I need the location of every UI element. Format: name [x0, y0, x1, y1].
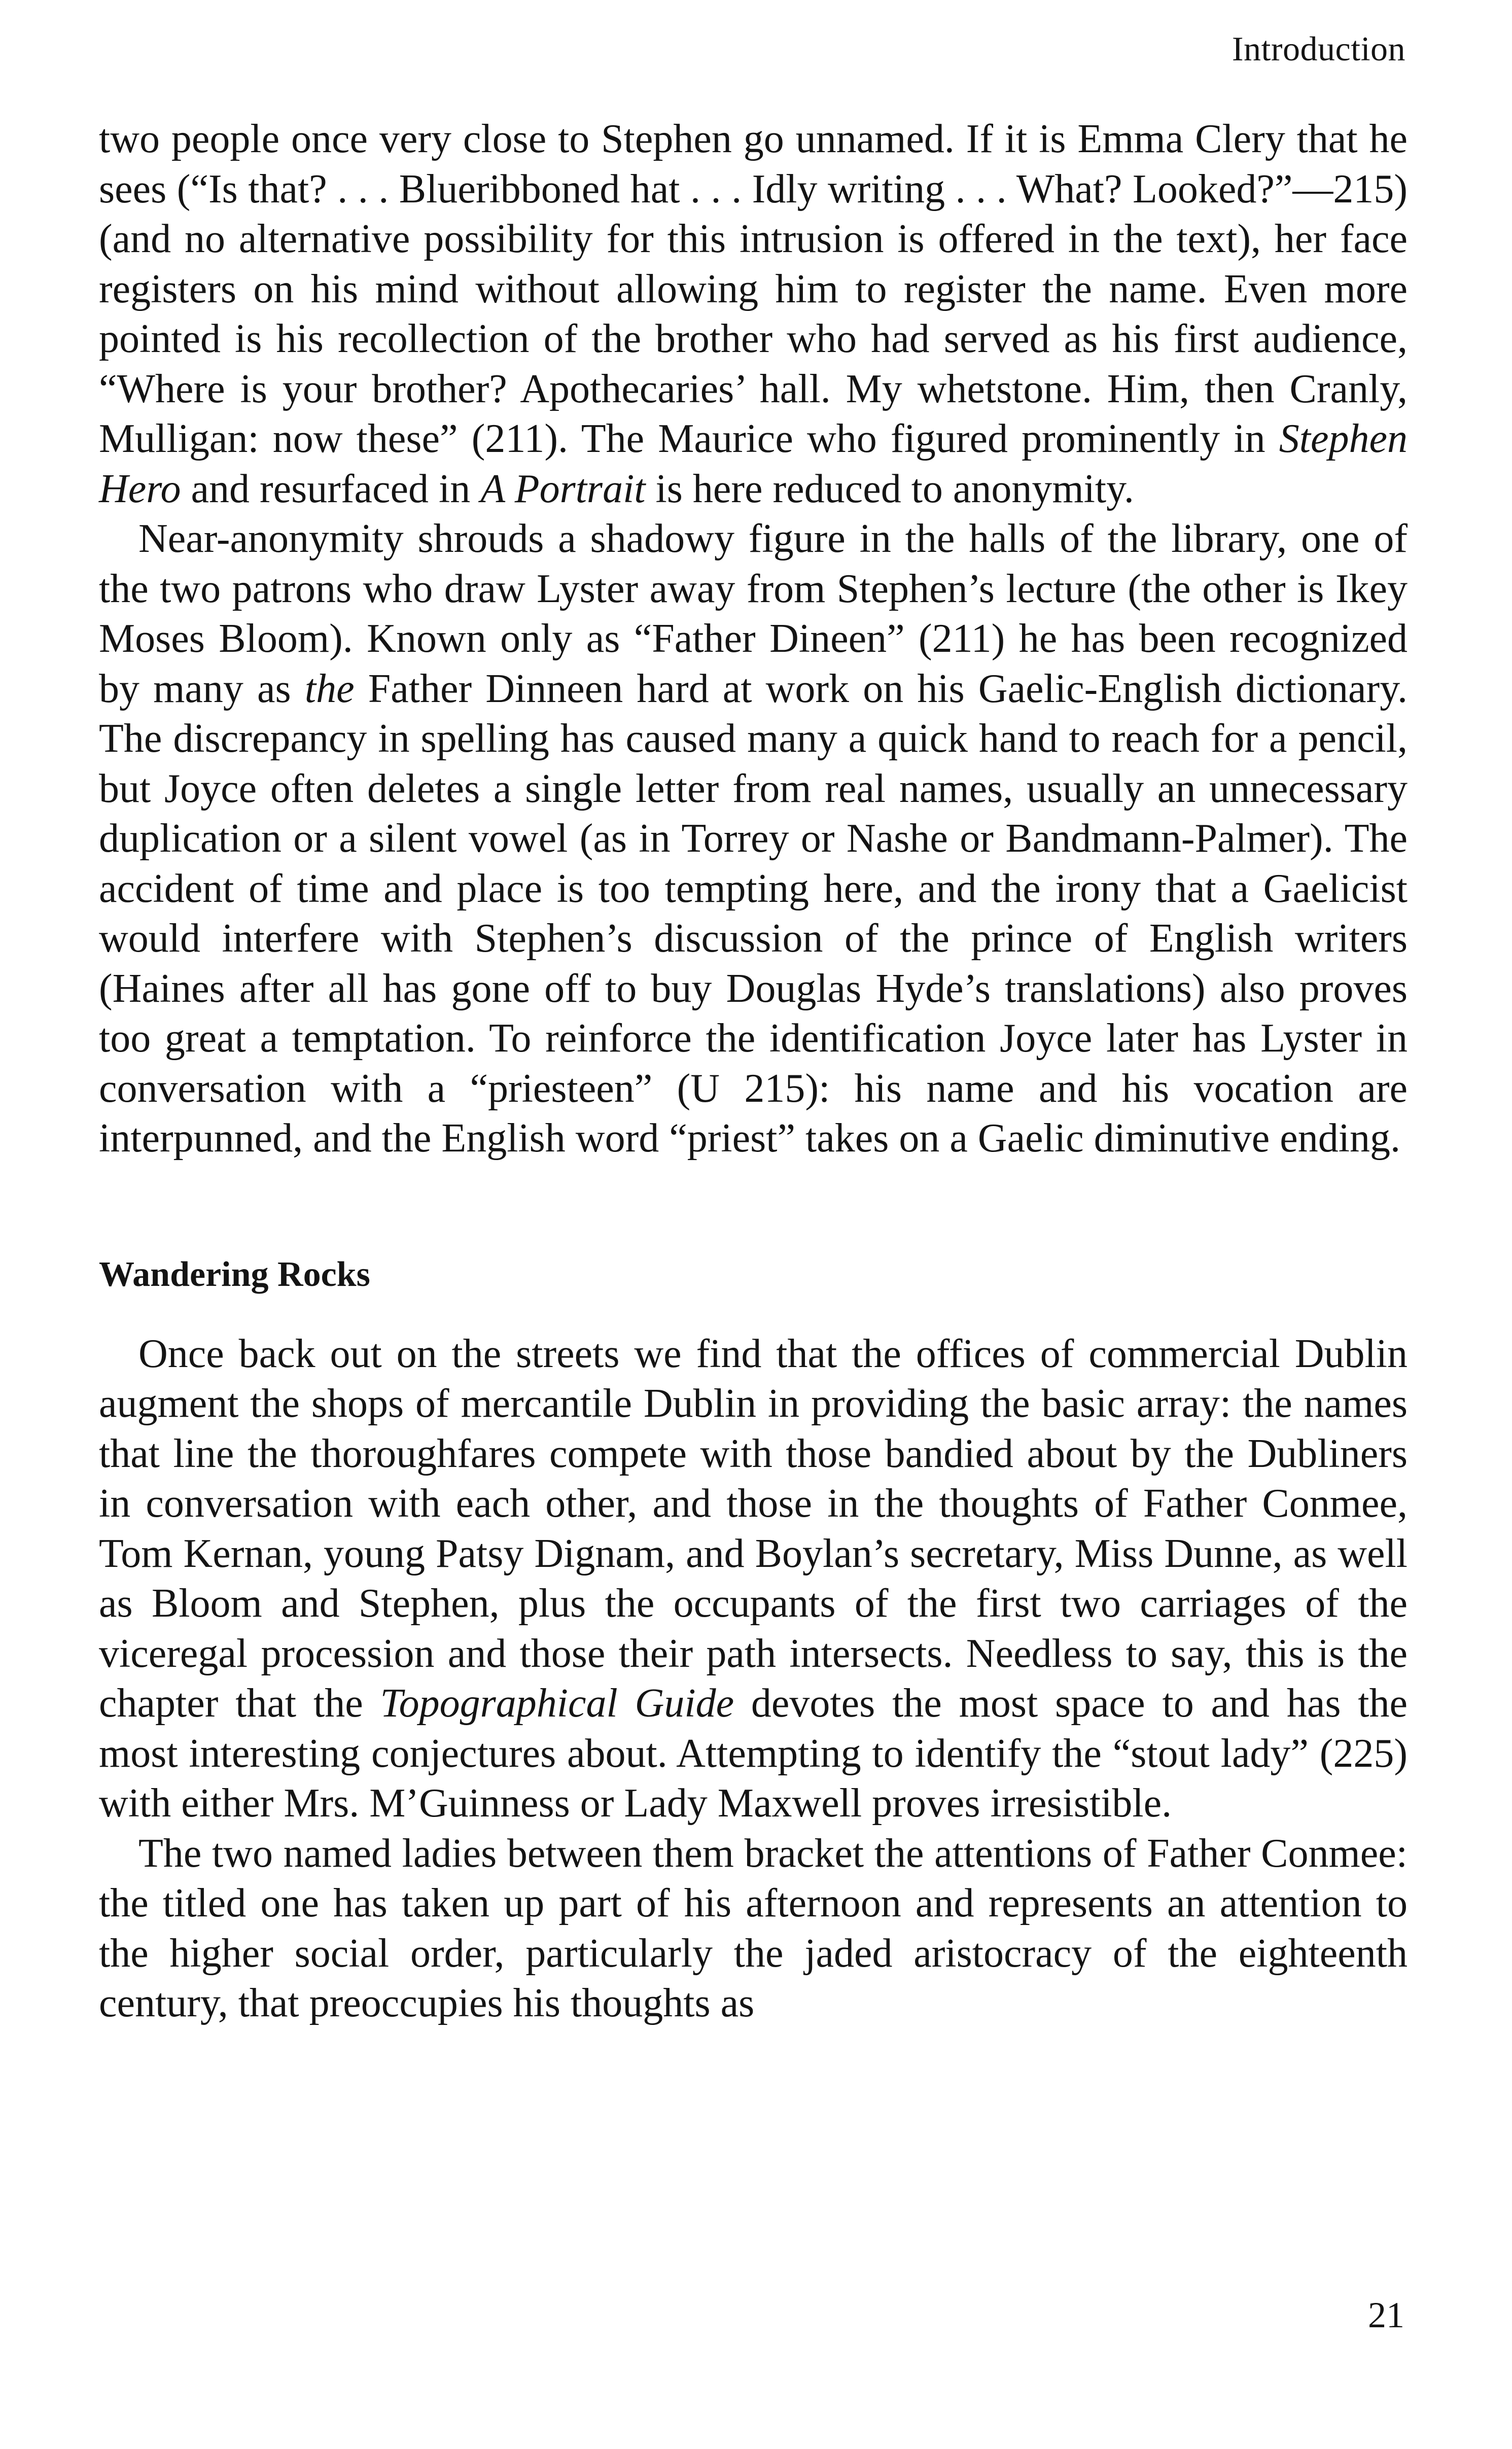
section-heading: Wandering Rocks: [99, 1254, 370, 1294]
paragraph-2-text-b: Father Dinneen hard at work on his Gaelic-English dictionary. The discrepancy in spelling has caused many a quick hand to reach for a pencil, but Joyce often deletes a single letter from real names, usually an unnecessary duplication or a silent vowel (as in Torrey or Nashe or Bandmann-Palmer). The accident of time and place is too tempting here, and the irony that a Gaelicist would interfere with Stephen’s discussion of the prince of English writers (Haines after all has gone off to buy Douglas Hyde’s translations) also proves too great a temptation. To reinforce the identification Joyce later has Lyster in conversation with a “priesteen” (U 215): his name and his vocation are interpunned, and the English word “priest” takes on a Gaelic diminutive ending.: [99, 666, 1408, 1161]
emphasis-the: the: [304, 666, 355, 711]
running-head: Introduction: [1232, 29, 1405, 68]
page-number: 21: [1368, 2295, 1404, 2335]
title-a-portrait: A Portrait: [480, 466, 646, 511]
paragraph-1-text-b: and resurfaced in: [181, 466, 481, 511]
paragraph-1-text-c: is here reduced to anonymity.: [645, 466, 1134, 511]
paragraph-1-text-a: two people once very close to Stephen go unnamed. If it is Emma Clery that he sees (“Is that? . . . Blueribboned hat . . . Idly writing . . . What? Looked?”—215) (and no alternative possibility for this intrusion is offered in the text), her face registers on his mind without allowing him to register the name. Even more pointed is his recollection of the brother who had served as his first audience, “Where is your brother? Apothecaries’ hall. My whetstone. Him, then Cranly, Mulligan: now these” (211). The Maurice who figured prominently in: [99, 117, 1408, 461]
paragraph-4: [99, 1829, 1408, 2028]
title-stephen-hero: Stephen Hero: [99, 416, 1408, 511]
title-topographical-guide: Topographical Guide: [380, 1681, 734, 1726]
paragraph-3-text-b: devotes the most space to and has the most interesting conjectures about. Attempting to identify the “stout lady” (225) with either Mrs. M’Guinness or Lady Maxwell proves irresistible.: [99, 1681, 1408, 1826]
paragraph-3-text-a: Once back out on the streets we find that the offices of commercial Dublin augment the shops of mercantile Dublin in providing the basic array: the names that line the thoroughfares compete with those bandied about by the Dubliners in conversation with each other, and those in the thoughts of Father Conmee, Tom Kernan, young Patsy Dignam, and Boylan’s secretary, Miss Dunne, as well as Bloom and Stephen, plus the occupants of the first two carriages of the viceregal procession and those their path intersects. Needless to say, this is the chapter that the: [99, 1331, 1408, 1726]
paragraph-4-text: The two named ladies between them bracket the attentions of Father Conmee: the titled one has taken up part of his afternoon and represents an attention to the higher social order, particularly the jaded aristocracy of the eighteenth century, that preoccupies his thoughts as: [99, 1831, 1408, 2025]
paragraph-2: [99, 514, 1408, 1164]
paragraph-2-text-a: Near-anonymity shrouds a shadowy figure in the halls of the library, one of the two patrons who draw Lyster away from Stephen’s lecture (the other is Ikey Moses Bloom). Known only as “Father Dineen” (211) he has been recognized by many as: [99, 516, 1408, 711]
paragraph-1: [99, 114, 1408, 514]
body-text: [99, 114, 1408, 2028]
paragraph-3: [99, 1329, 1408, 1829]
